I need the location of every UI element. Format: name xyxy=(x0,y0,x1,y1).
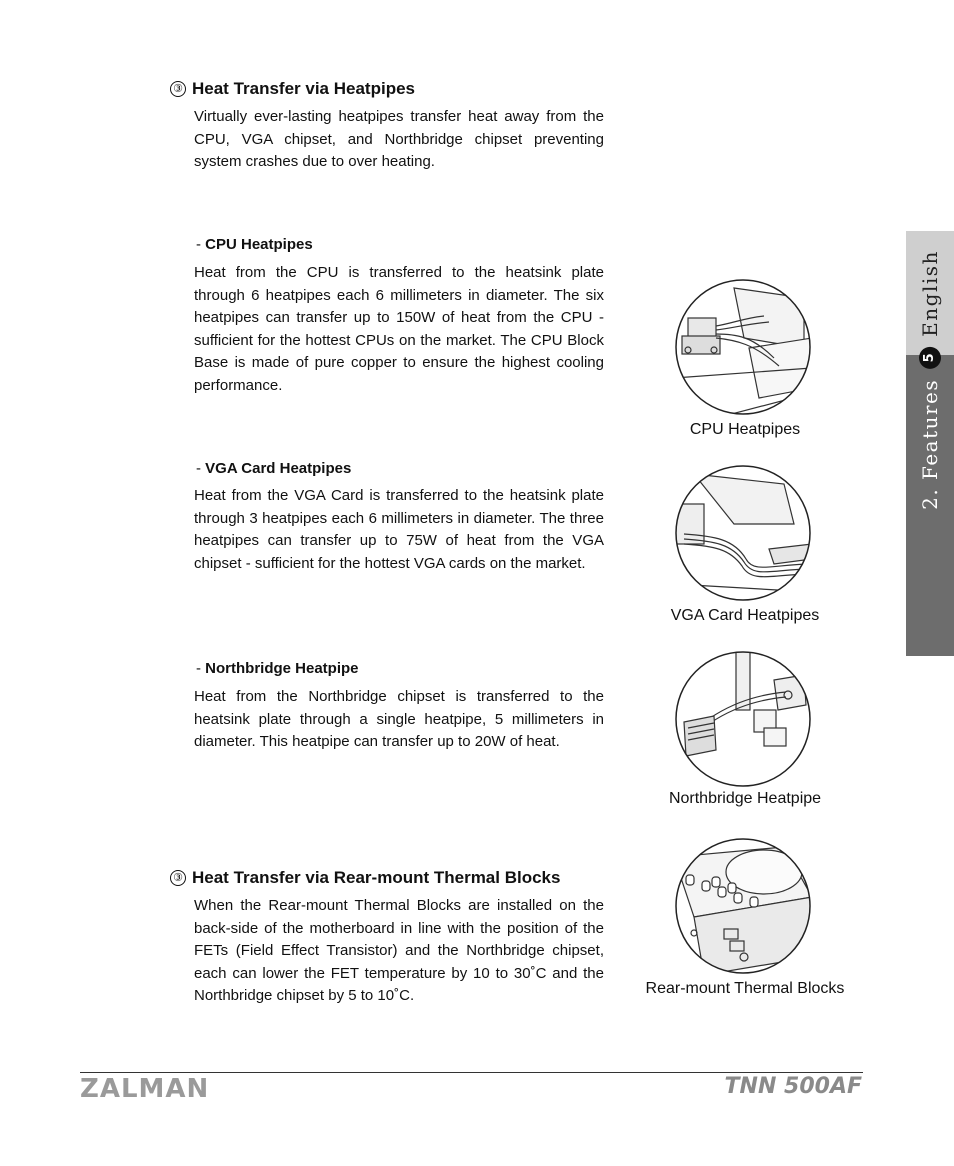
page-number-badge: 5 xyxy=(919,347,941,369)
cpu-title: CPU Heatpipes xyxy=(205,236,313,253)
side-tab-text xyxy=(918,250,942,510)
vga-dash: - xyxy=(196,460,206,477)
rearmount-body: When the Rear-mount Thermal Blocks are installed on the back-side of the motherboard in line with the position of the FETs (Field Effect Transistor) and the Northbridge chipset, each can lower the FET temperature by 10 to 30˚C and the Northbridge chipset by 5 to 10˚C. xyxy=(194,897,604,1004)
section-label: 2. Features xyxy=(918,378,942,510)
northbridge-caption: Northbridge Heatpipe xyxy=(668,790,822,807)
section-number-icon: ③ xyxy=(170,870,186,886)
rearmount-thermal-blocks-image xyxy=(674,837,812,975)
northbridge-heatpipe-image xyxy=(674,650,812,788)
vga-subheading xyxy=(196,460,351,477)
vga-heatpipes-image xyxy=(674,464,812,602)
northbridge-title: Northbridge Heatpipe xyxy=(205,660,359,677)
vga-body: Heat from the VGA Card is transferred to the heatsink plate through 3 heatpipes each 6 millimeters in diameter. The three heatpipes can transfer up to 75W of heat from the VGA chipset - sufficient for the hottest VGA cards on the market. xyxy=(194,487,604,572)
rearmount-caption: Rear-mount Thermal Blocks xyxy=(645,980,845,997)
rearmount-title: Heat Transfer via Rear-mount Thermal Blocks xyxy=(192,868,561,887)
northbridge-dash: - xyxy=(196,660,206,677)
footer-divider xyxy=(80,1072,863,1073)
language-label: English xyxy=(918,250,942,337)
heatpipes-body: Virtually ever-lasting heatpipes transfer heat away from the CPU, VGA chipset, and Northbridge chipset preventing system crashes due to over heating. xyxy=(194,108,604,170)
vga-title: VGA Card Heatpipes xyxy=(205,460,352,477)
section-number-icon: ③ xyxy=(170,81,186,97)
heatpipes-title: Heat Transfer via Heatpipes xyxy=(192,79,415,98)
northbridge-subheading xyxy=(196,660,359,677)
northbridge-body: Heat from the Northbridge chipset is transferred to the heatsink plate through a single heatpipe, 5 millimeters in diameter. This heatpipe can transfer up to 20W of heat. xyxy=(194,688,604,750)
model-name: TNN 500AF xyxy=(724,1074,862,1099)
heatpipes-heading xyxy=(170,79,415,99)
cpu-subheading xyxy=(196,236,313,253)
vga-caption: VGA Card Heatpipes xyxy=(670,607,820,624)
cpu-caption: CPU Heatpipes xyxy=(689,421,801,438)
cpu-body: Heat from the CPU is transferred to the heatsink plate through 6 heatpipes each 6 millimeters in diameter. The six heatpipes can transfer up to 150W of heat from the CPU - sufficient for the hottest CPUs on the market. The CPU Block Base is made of pure copper to ensure the highest cooling performance. xyxy=(194,264,604,394)
cpu-heatpipes-image xyxy=(674,278,812,416)
cpu-dash: - xyxy=(196,236,206,253)
brand-logo: ZALMAN xyxy=(80,1074,210,1104)
rearmount-heading xyxy=(170,868,560,888)
